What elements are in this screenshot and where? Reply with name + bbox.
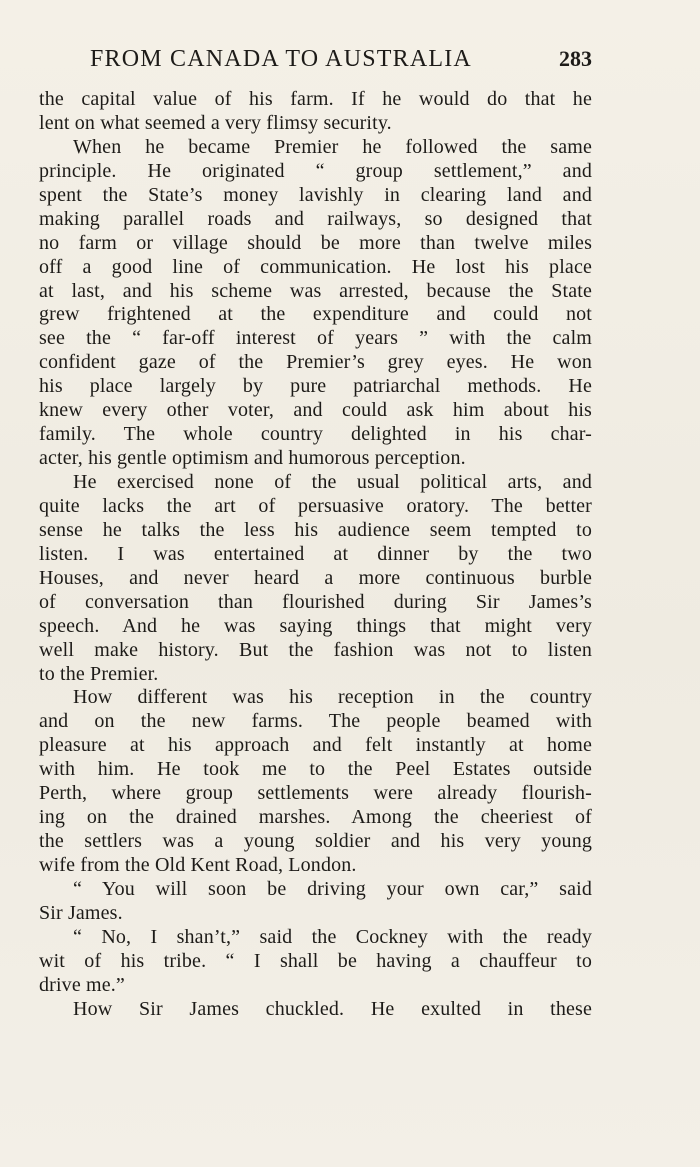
text-line: with him. He took me to the Peel Estates outside	[39, 758, 592, 781]
text-line: lent on what seemed a very flimsy security.	[39, 111, 392, 134]
text-line: ing on the drained marshes. Among the cheeriest of	[39, 806, 592, 829]
text-line: the settlers was a young soldier and his very young	[39, 830, 592, 853]
text-line: pleasure at his approach and felt instantly at home	[39, 734, 592, 757]
text-line: “ No, I shan’t,” said the Cockney with the ready	[73, 925, 592, 948]
body-text	[39, 88, 592, 1022]
text-line: his place largely by pure patriarchal methods. He	[39, 375, 592, 398]
text-line: quite lacks the art of persuasive oratory. The better	[39, 494, 592, 517]
text-line: speech. And he was saying things that might very	[39, 614, 592, 637]
text-line: making parallel roads and railways, so designed that	[39, 207, 592, 230]
text-line: wife from the Old Kent Road, London.	[39, 854, 357, 876]
text-line: Perth, where group settlements were already flourish-	[39, 782, 592, 805]
text-line: off a good line of communication. He lost his place	[39, 255, 592, 278]
text-line: When he became Premier he followed the same	[73, 135, 592, 158]
text-line: drive me.”	[39, 973, 125, 996]
text-line: knew every other voter, and could ask him about his	[39, 399, 592, 422]
page-number: 283	[559, 46, 592, 71]
text-line: and on the new farms. The people beamed with	[39, 710, 592, 733]
text-line: confident gaze of the Premier’s grey eyes. He won	[39, 351, 592, 374]
text-line: grew frightened at the expenditure and could not	[39, 303, 592, 326]
text-line: acter, his gentle optimism and humorous perception.	[39, 447, 466, 470]
text-line: principle. He originated “ group settlement,” and	[39, 159, 592, 182]
text-line: well make history. But the fashion was not to listen	[39, 638, 592, 661]
text-line: sense he talks the less his audience seem tempted to	[39, 518, 592, 541]
text-line: How Sir James chuckled. He exulted in these	[73, 997, 592, 1020]
text-line: “ You will soon be driving your own car,” said	[73, 877, 592, 900]
page-header	[90, 44, 592, 74]
text-line: wit of his tribe. “ I shall be having a chauffeur to	[39, 949, 592, 972]
text-line: the capital value of his farm. If he would do that he	[39, 88, 592, 110]
text-line: to the Premier.	[39, 662, 159, 685]
text-line: see the “ far-off interest of years ” with the calm	[39, 327, 592, 350]
text-line: listen. I was entertained at dinner by the two	[39, 542, 592, 565]
text-line: Sir James.	[39, 901, 123, 924]
text-line: family. The whole country delighted in his char-	[39, 423, 592, 446]
text-line: spent the State’s money lavishly in clearing land and	[39, 183, 592, 206]
text-line: He exercised none of the usual political arts, and	[73, 471, 592, 493]
text-line: no farm or village should be more than twelve miles	[39, 231, 592, 254]
text-line: at last, and his scheme was arrested, because the State	[39, 279, 592, 302]
running-head: FROM CANADA TO AUSTRALIA	[90, 46, 472, 72]
text-line: How different was his reception in the country	[73, 686, 592, 709]
text-line: Houses, and never heard a more continuous burble	[39, 566, 592, 589]
text-line: of conversation than flourished during Sir James’s	[39, 590, 592, 613]
